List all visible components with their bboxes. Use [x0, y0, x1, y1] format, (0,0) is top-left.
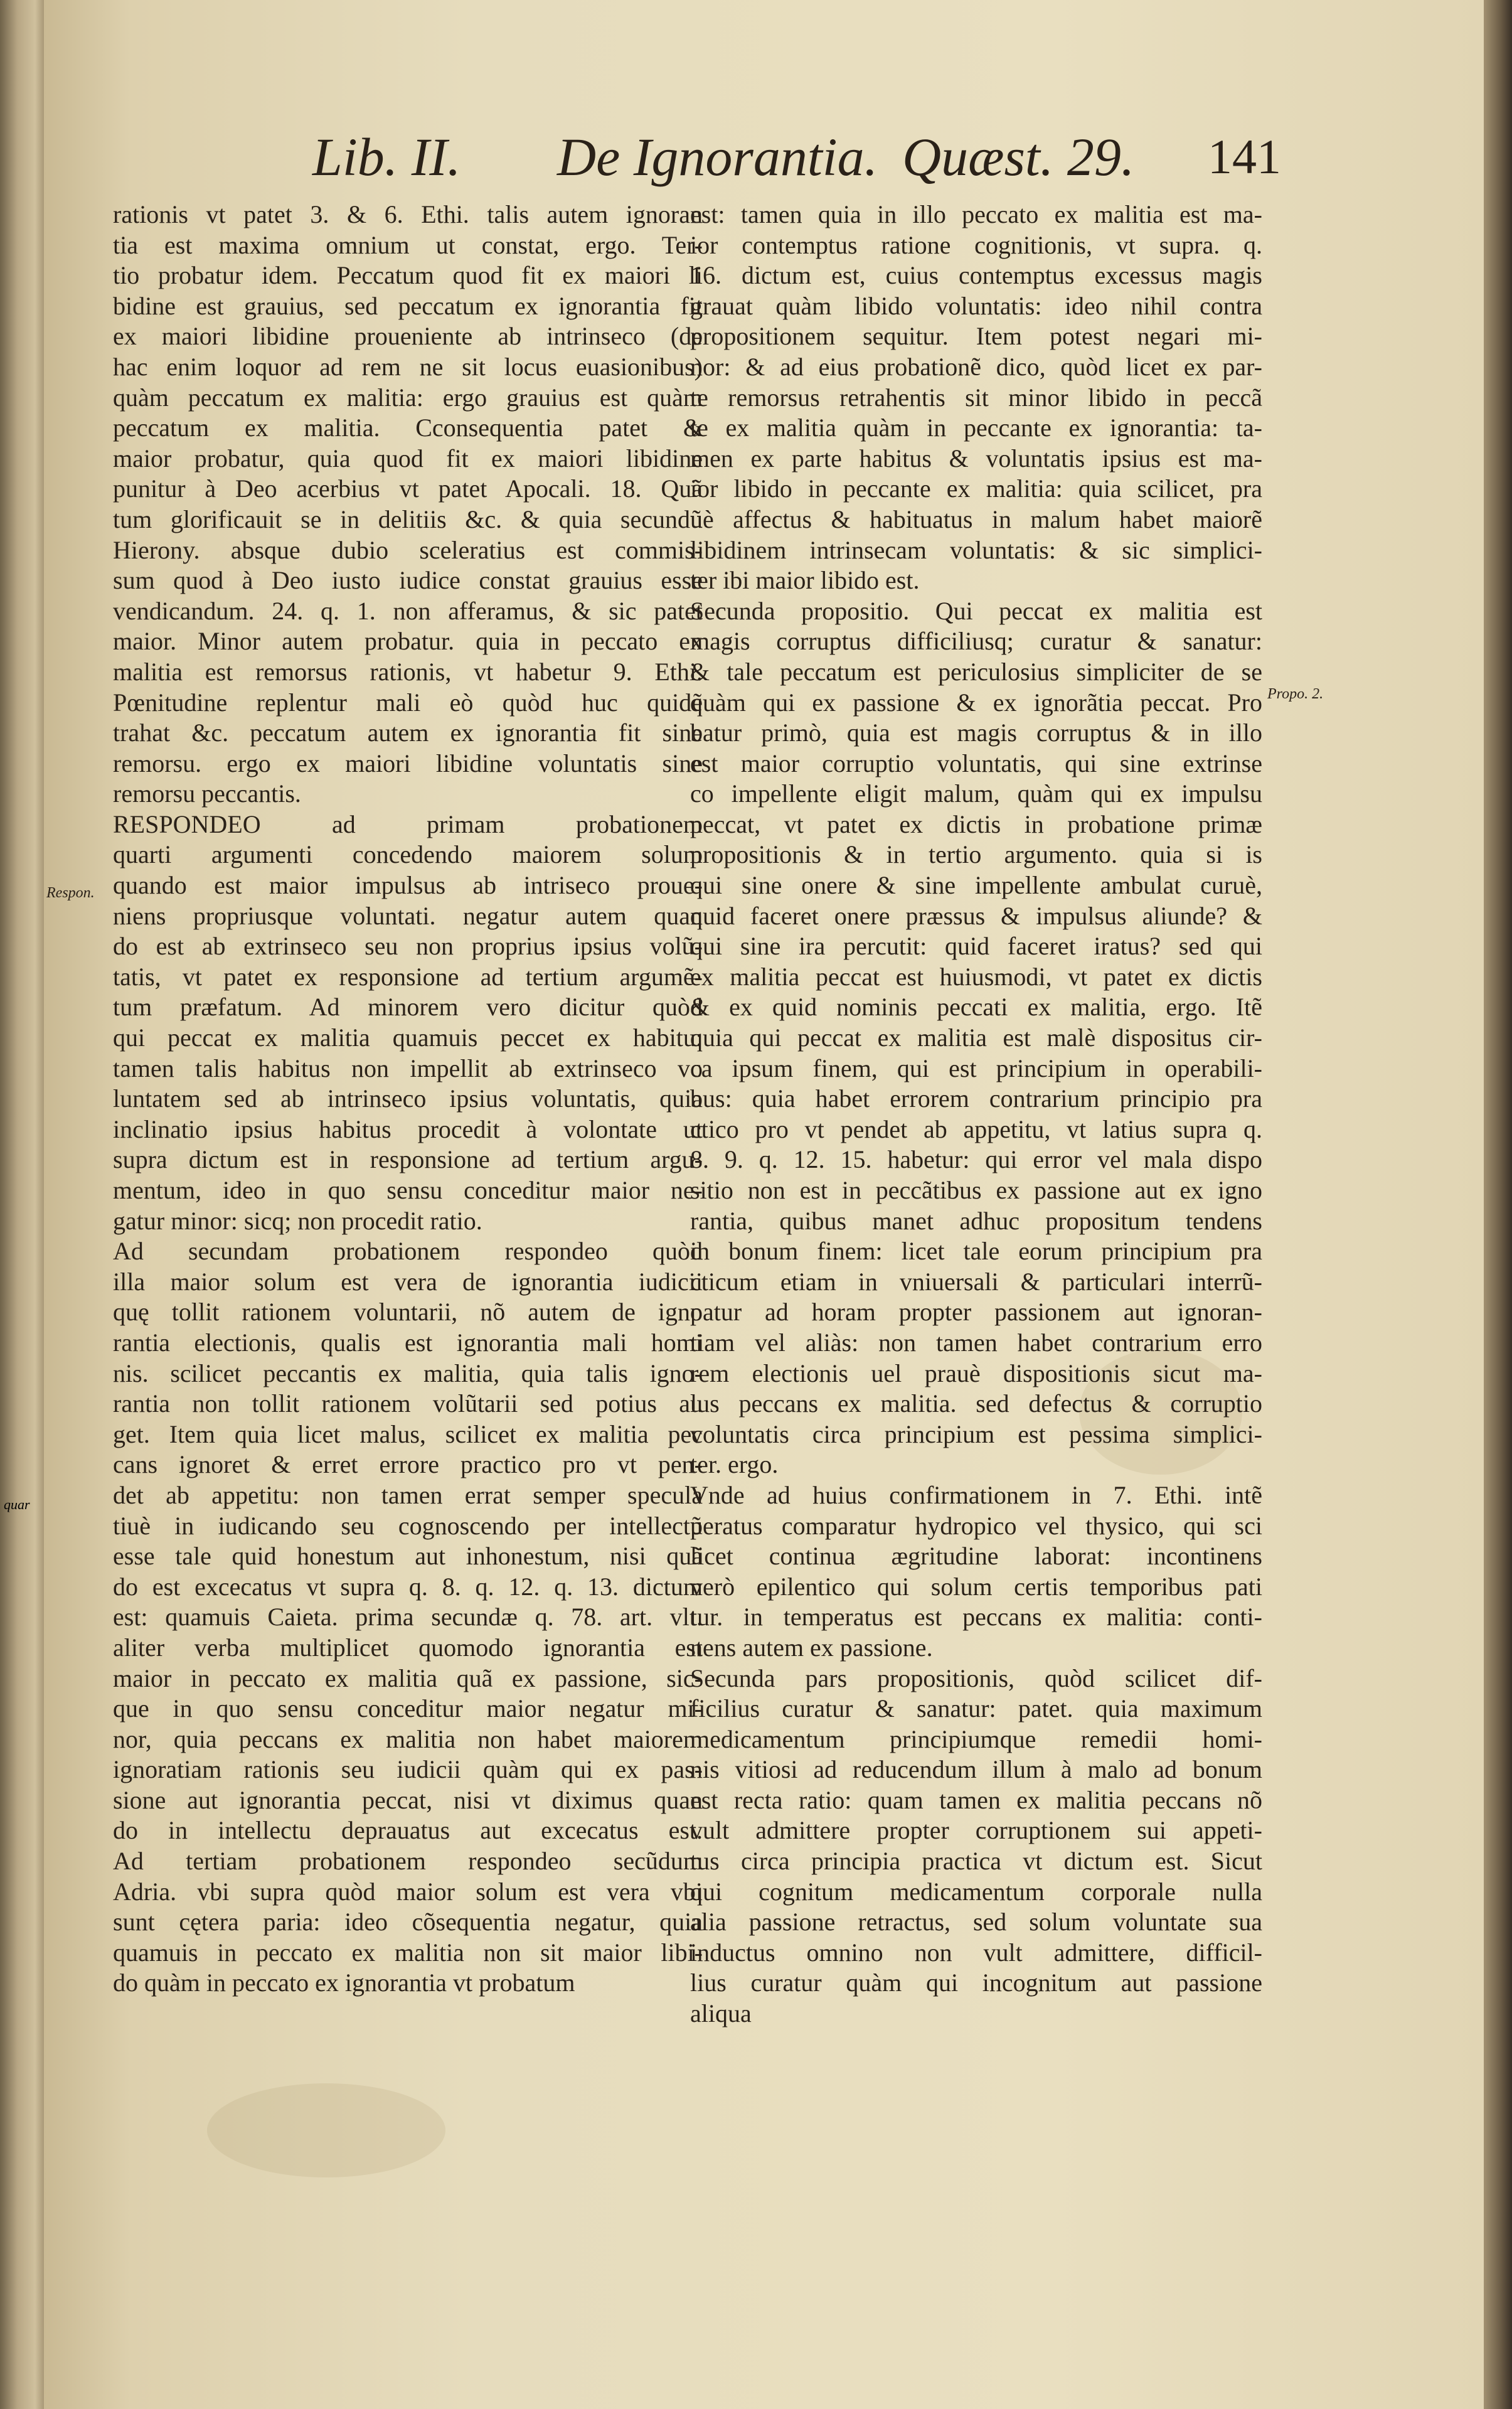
text-line: quàm qui ex passione & ex ignorãtia peccat. Pro [690, 688, 1262, 717]
text-line: luntatem sed ab intrinseco ipsius voluntatis, quia [113, 1084, 703, 1113]
text-line: te remorsus retrahentis sit minor libido in peccã [690, 383, 1262, 412]
text-line: voluntatis circa principium est pessima simplici- [690, 1419, 1262, 1448]
running-head-title: De Ignorantia. [557, 127, 878, 187]
text-line: tia est maxima omnium ut constat, ergo. Ter- [113, 230, 703, 259]
text-line: 16. dictum est, cuius contemptus excessus magis [690, 261, 1262, 290]
text-line: sunt cętera paria: ideo cõsequentia negatur, quia [113, 1908, 703, 1936]
text-line: ctico pro vt pendet ab appetitu, vt latius supra q. [690, 1114, 1262, 1143]
text-line: sione aut ignorantia peccat, nisi vt diximus quan [113, 1785, 703, 1814]
text-line: libidinem intrinsecam voluntatis: & sic simplici- [690, 535, 1262, 564]
text-line: tio probatur idem. Peccatum quod fit ex maiori li [113, 261, 703, 290]
text-line: cans ignoret & erret errore practico pro vt pen- [113, 1450, 703, 1479]
text-line: est maior corruptio voluntatis, qui sine extrinse [690, 749, 1262, 777]
text-line: gatur minor: sicq; non procedit ratio. [113, 1206, 482, 1235]
text-line: uè affectus & habituatus in malum habet maiorẽ [690, 505, 1262, 533]
text-line: est: tamen quia in illo peccato ex malitia est ma- [690, 200, 1262, 228]
text-line: ca ipsum finem, qui est principium in operabili- [690, 1054, 1262, 1082]
text-line: get. Item quia licet malus, scilicet ex malitia pec [113, 1419, 703, 1448]
text-line: tum glorificauit se in delitiis &c. & quia secundũ [113, 505, 703, 533]
running-head-book: Lib. II. [312, 127, 461, 187]
text-line: rationis vt patet 3. & 6. Ethi. talis autem ignoran [113, 200, 703, 228]
text-line: tus circa principia practica vt dictum est. Sicut [690, 1847, 1262, 1876]
text-line: do est ab extrinseco seu non proprius ipsius volũ- [113, 932, 703, 961]
text-line: propositionis & in tertio argumento. quia si is [690, 840, 1262, 869]
text-line: quid faceret onere præssus & impulsus aliunde? & [690, 901, 1262, 930]
text-line: niens propriusque voluntati. negatur autem quan [113, 901, 703, 930]
text-line: inclinatio ipsius habitus procedit à volontate ut [113, 1114, 703, 1143]
text-line: ex maiori libidine proueniente ab intrinseco (de [113, 322, 703, 351]
text-line: remorsu peccantis. [113, 779, 301, 808]
text-line: qui sine onere & sine impellente ambulat curuè, [690, 871, 1262, 900]
text-line: ignoratiam rationis seu iudicii quàm qui ex pas- [113, 1755, 703, 1784]
text-line: co impellente eligit malum, quàm qui ex impulsu [690, 779, 1262, 808]
text-line: malitia est remorsus rationis, vt habetur 9. Ethi. [113, 657, 703, 686]
text-line: que in quo sensu conceditur maior negatur mi- [113, 1694, 703, 1723]
text-line: illa maior solum est vera de ignorantia iudicii [113, 1267, 703, 1296]
text-line: lius curatur quàm qui incognitum aut passione [690, 1968, 1262, 1997]
text-line: nens autem ex passione. [690, 1633, 933, 1662]
text-line: maior probatur, quia quod fit ex maiori libidine [113, 444, 703, 473]
text-line: Secunda propositio. Qui peccat ex malitia est [690, 596, 1262, 625]
text-line: remorsu. ergo ex maiori libidine voluntatis sine [113, 749, 703, 777]
text-line: qui cognitum medicamentum corporale nulla [690, 1877, 1262, 1906]
left-text-column [113, 200, 703, 1999]
right-text-column [690, 200, 1262, 2029]
margin-note-propo: Propo. 2. [1267, 686, 1324, 702]
text-line: est: quamuis Caieta. prima secundæ q. 78. art. vlt. [113, 1603, 703, 1632]
text-line: Vnde ad huius confirmationem in 7. Ethi. intẽ [690, 1480, 1262, 1509]
text-line: mentum, ideo in quo sensu conceditur maior ne- [113, 1176, 703, 1204]
page-number: 141 [1208, 129, 1281, 184]
text-line: aliter verba multiplicet quomodo ignorantia est [113, 1633, 703, 1662]
text-line: maior in peccato ex malitia quã ex passione, sic- [113, 1664, 703, 1692]
text-line: do est excecatus vt supra q. 8. q. 12. q. 13. dictum [113, 1572, 703, 1601]
text-line: det ab appetitu: non tamen errat semper specula [113, 1480, 703, 1509]
text-line: propositionem sequitur. Item potest negari mi- [690, 322, 1262, 351]
text-line: rantia electionis, qualis est ignorantia mali homi [113, 1328, 703, 1357]
text-line: ior contemptus ratione cognitionis, vt supra. q. [690, 230, 1262, 259]
text-line: quia qui peccat ex malitia est malè dispositus cir- [690, 1023, 1262, 1052]
text-line: Secunda pars propositionis, quòd scilicet dif- [690, 1664, 1262, 1692]
text-line: nis vitiosi ad reducendum illum à malo ad bonum [690, 1755, 1262, 1784]
text-line: quarti argumenti concedendo maiorem solum [113, 840, 703, 869]
text-line: maior. Minor autem probatur. quia in peccato ex [113, 627, 703, 656]
text-line: quando est maior impulsus ab intriseco proue- [113, 871, 703, 900]
text-line: hac enim loquor ad rem ne sit locus euasionibus) [113, 352, 703, 381]
text-line: RESPONDEO ad primam probationem [113, 809, 703, 838]
text-line: ficilius curatur & sanatur: patet. quia maximum [690, 1694, 1262, 1723]
margin-note-respon: Respon. [46, 885, 95, 901]
text-line: vendicandum. 24. q. 1. non afferamus, & sic patet [113, 596, 703, 625]
text-line: tiuè in iudicando seu cognoscendo per intellectũ [113, 1511, 703, 1540]
text-line: men ex parte habitus & voluntatis ipsius est ma- [690, 444, 1262, 473]
text-line: tamen talis habitus non impellit ab extrinseco vo [113, 1054, 703, 1082]
text-line: qui sine ira percutit: quid faceret iratus? sed qui [690, 932, 1262, 961]
text-line: magis corruptus difficiliusq; curatur & sanatur: [690, 627, 1262, 656]
text-line: quamuis in peccato ex malitia non sit maior libi- [113, 1938, 703, 1967]
text-line: patur ad horam propter passionem aut ignoran- [690, 1298, 1262, 1327]
text-line: Adria. vbi supra quòd maior solum est vera vbi [113, 1877, 703, 1906]
text-line: medicamentum principiumque remedii homi- [690, 1724, 1262, 1753]
text-line: cticum etiam in vniuersali & particulari interrũ- [690, 1267, 1262, 1296]
text-line: ex malitia peccat est huiusmodi, vt patet ex dictis [690, 962, 1262, 991]
text-line: peccat, vt patet ex dictis in probatione primæ [690, 809, 1262, 838]
text-line: aliqua [690, 1999, 752, 2028]
previous-page-edge [0, 0, 44, 2409]
text-line: inductus omnino non vult admittere, difficil- [690, 1938, 1262, 1967]
text-line: 8. 9. q. 12. 15. habetur: qui error vel mala dispo [690, 1145, 1262, 1174]
text-line: est recta ratio: quam tamen ex malitia peccans nõ [690, 1785, 1262, 1814]
text-line: grauat quàm libido voluntatis: ideo nihil contra [690, 291, 1262, 320]
text-line: bus: quia habet errorem contrarium principio pra [690, 1084, 1262, 1113]
text-line: bidine est grauius, sed peccatum ex ignorantia fit [113, 291, 703, 320]
text-line: te ex malitia quàm in peccante ex ignorantia: ta- [690, 414, 1262, 442]
text-line: sum quod à Deo iusto iudice constat grauius esse [113, 566, 703, 595]
text-line: ter ibi maior libido est. [690, 566, 920, 595]
text-line: sitio non est in peccãtibus ex passione aut ex igno [690, 1176, 1262, 1204]
text-line: lus peccans ex malitia. sed defectus & corruptio [690, 1389, 1262, 1418]
text-line: esse tale quid honestum aut inhonestum, nisi quã [113, 1542, 703, 1571]
text-line: vult admittere propter corruptionem sui appeti- [690, 1816, 1262, 1845]
text-line: ior libido in peccante ex malitia: quia scilicet, pra [690, 474, 1262, 503]
text-line: & tale peccatum est periculosius simpliciter de se [690, 657, 1262, 686]
text-line: trahat &c. peccatum autem ex ignorantia fit sine [113, 718, 703, 747]
text-line: Ad secundam probationem respondeo quòd [113, 1237, 703, 1266]
text-line: nor: & ad eius probationẽ dico, quòd licet ex par- [690, 352, 1262, 381]
text-line: rantia non tollit rationem volũtarii sed potius au [113, 1389, 703, 1418]
text-line: punitur à Deo acerbius vt patet Apocali. 18. Quã [113, 474, 703, 503]
text-line: quàm peccatum ex malitia: ergo grauius est quàm [113, 383, 703, 412]
text-line: nis. scilicet peccantis ex malitia, quia talis igno- [113, 1359, 703, 1387]
text-line: & ex quid nominis peccati ex malitia, ergo. Itẽ [690, 993, 1262, 1022]
text-line: licet continua ægritudine laborat: incontinens [690, 1542, 1262, 1571]
text-line: tiam vel aliàs: non tamen habet contrarium erro [690, 1328, 1262, 1357]
text-line: do in intellectu deprauatus aut excecatus est. [113, 1816, 703, 1845]
text-line: peratus comparatur hydropico vel thysico, qui sci [690, 1511, 1262, 1540]
text-line: quę tollit rationem voluntarii, nõ autem de igno [113, 1298, 703, 1327]
text-line: Ad tertiam probationem respondeo secũdum [113, 1847, 703, 1876]
text-line: qui peccat ex malitia quamuis peccet ex habitu: [113, 1023, 703, 1052]
running-head-question: Quæst. 29. [902, 127, 1135, 187]
text-line: tur. in temperatus est peccans ex malitia: conti- [690, 1603, 1262, 1632]
text-line: rem electionis uel prauè dispositionis sicut ma- [690, 1359, 1262, 1387]
page-stain [207, 2083, 445, 2177]
text-line: tum præfatum. Ad minorem vero dicitur quòd [113, 993, 703, 1022]
text-line: nor, quia peccans ex malitia non habet maiorem [113, 1724, 703, 1753]
book-page [44, 0, 1484, 2409]
text-line: Pœnitudine replentur mali eò quòd huc quidẽ [113, 688, 703, 717]
text-line: Hierony. absque dubio sceleratius est commis- [113, 535, 703, 564]
text-line: peccatum ex malitia. Cconsequentia patet & [113, 414, 703, 442]
text-line: ter. ergo. [690, 1450, 779, 1479]
text-line: tatis, vt patet ex responsione ad tertium argumẽ- [113, 962, 703, 991]
text-line: supra dictum est in responsione ad tertium argu- [113, 1145, 703, 1174]
margin-note-far-left: quar [4, 1497, 30, 1512]
text-line: verò epilentico qui solum certis temporibus pati [690, 1572, 1262, 1601]
text-line: in bonum finem: licet tale eorum principium pra [690, 1237, 1262, 1266]
text-line: alia passione retractus, sed solum voluntate sua [690, 1908, 1262, 1936]
text-line: do quàm in peccato ex ignorantia vt probatum [113, 1968, 575, 1997]
text-line: rantia, quibus manet adhuc propositum tendens [690, 1206, 1262, 1235]
text-line: batur primò, quia est magis corruptus & in illo [690, 718, 1262, 747]
book-fore-edge [1484, 0, 1512, 2409]
